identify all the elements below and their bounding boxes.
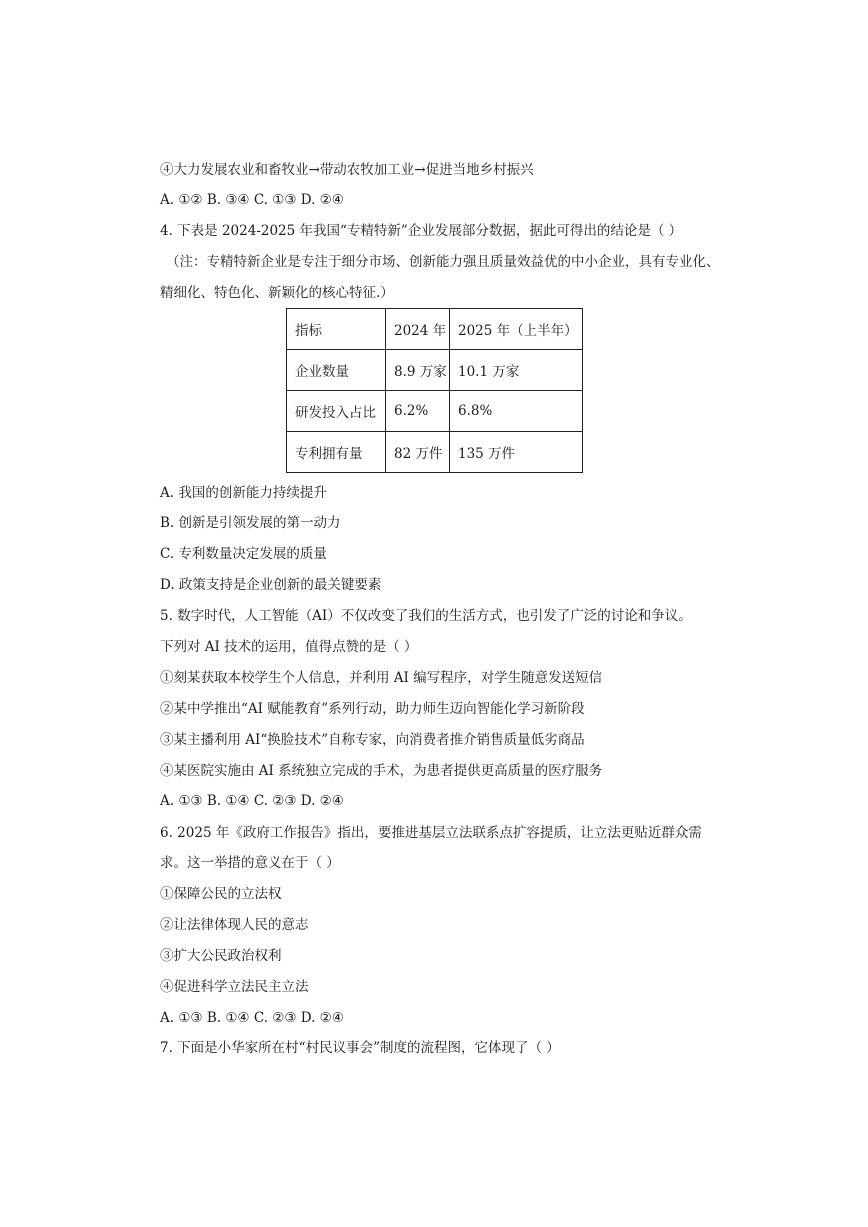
q4-data-table xyxy=(286,308,583,473)
q4-stem: 4. 下表是 2024-2025 年我国“专精特新”企业发展部分数据，据此可得出的结论是（ ） xyxy=(160,223,683,239)
q4-note-line-2: 精细化、特色化、新颖化的核心特征.） xyxy=(160,285,394,301)
q6-item-2: ②让法律体现人民的意志 xyxy=(160,917,309,933)
table-cell: 专利拥有量 xyxy=(287,432,386,473)
q4-option-a: A. 我国的创新能力持续提升 xyxy=(160,485,327,501)
q6-stem-line-1: 6. 2025 年《政府工作报告》指出，要推进基层立法联系点扩容提质，让立法更贴近群众需 xyxy=(160,825,702,841)
table-header-cell: 2025 年（上半年） xyxy=(450,309,583,350)
q5-item-1: ①刻某获取本校学生个人信息，并利用 AI 编写程序，对学生随意发送短信 xyxy=(160,670,603,686)
table-row xyxy=(287,432,583,473)
q5-item-4: ④某医院实施由 AI 系统独立完成的手术，为患者提供更高质量的医疗服务 xyxy=(160,763,603,779)
q4-option-d: D. 政策支持是企业创新的最关键要素 xyxy=(160,577,382,593)
table-cell: 6.2% xyxy=(386,391,450,432)
q7-stem: 7. 下面是小华家所在村“村民议事会”制度的流程图，它体现了（ ） xyxy=(160,1040,560,1056)
table-row xyxy=(287,391,583,432)
q6-item-1: ①保障公民的立法权 xyxy=(160,886,282,902)
q4-option-b: B. 创新是引领发展的第一动力 xyxy=(160,515,341,531)
q5-item-2: ②某中学推出“AI 赋能教育”系列行动，助力师生迈向智能化学习新阶段 xyxy=(160,701,585,717)
table-cell: 研发投入占比 xyxy=(287,391,386,432)
table-cell: 10.1 万家 xyxy=(450,350,583,391)
table-cell: 企业数量 xyxy=(287,350,386,391)
table-header-row xyxy=(287,309,583,350)
table-cell: 135 万件 xyxy=(450,432,583,473)
table-header-cell: 指标 xyxy=(287,309,386,350)
q4-note-line-1: （注：专精特新企业是专注于细分市场、创新能力强且质量效益优的中小企业，具有专业化、 xyxy=(166,254,720,270)
table-cell: 82 万件 xyxy=(386,432,450,473)
q5-item-3: ③某主播利用 AI“换脸技术”自称专家，向消费者推介销售质量低劣商品 xyxy=(160,732,585,748)
q5-stem-line-1: 5. 数字时代，人工智能（AI）不仅改变了我们的生活方式，也引发了广泛的讨论和争议。 xyxy=(160,608,692,624)
q6-options: A. ①③ B. ①④ C. ②③ D. ②④ xyxy=(160,1010,344,1026)
q6-item-4: ④促进科学立法民主立法 xyxy=(160,979,309,995)
table-row xyxy=(287,350,583,391)
q5-stem-line-2: 下列对 AI 技术的运用，值得点赞的是（ ） xyxy=(160,639,418,655)
table-cell: 6.8% xyxy=(450,391,583,432)
q3-item-4: ④大力发展农业和畜牧业→带动农牧加工业→促进当地乡村振兴 xyxy=(160,162,534,178)
q6-item-3: ③扩大公民政治权利 xyxy=(160,948,282,964)
q4-option-c: C. 专利数量决定发展的质量 xyxy=(160,546,327,562)
q5-options: A. ①③ B. ①④ C. ②③ D. ②④ xyxy=(160,793,344,809)
q6-stem-line-2: 求。这一举措的意义在于（ ） xyxy=(160,855,340,871)
table-header-cell: 2024 年 xyxy=(386,309,450,350)
table-cell: 8.9 万家 xyxy=(386,350,450,391)
q3-options: A. ①② B. ③④ C. ①③ D. ②④ xyxy=(160,192,344,208)
